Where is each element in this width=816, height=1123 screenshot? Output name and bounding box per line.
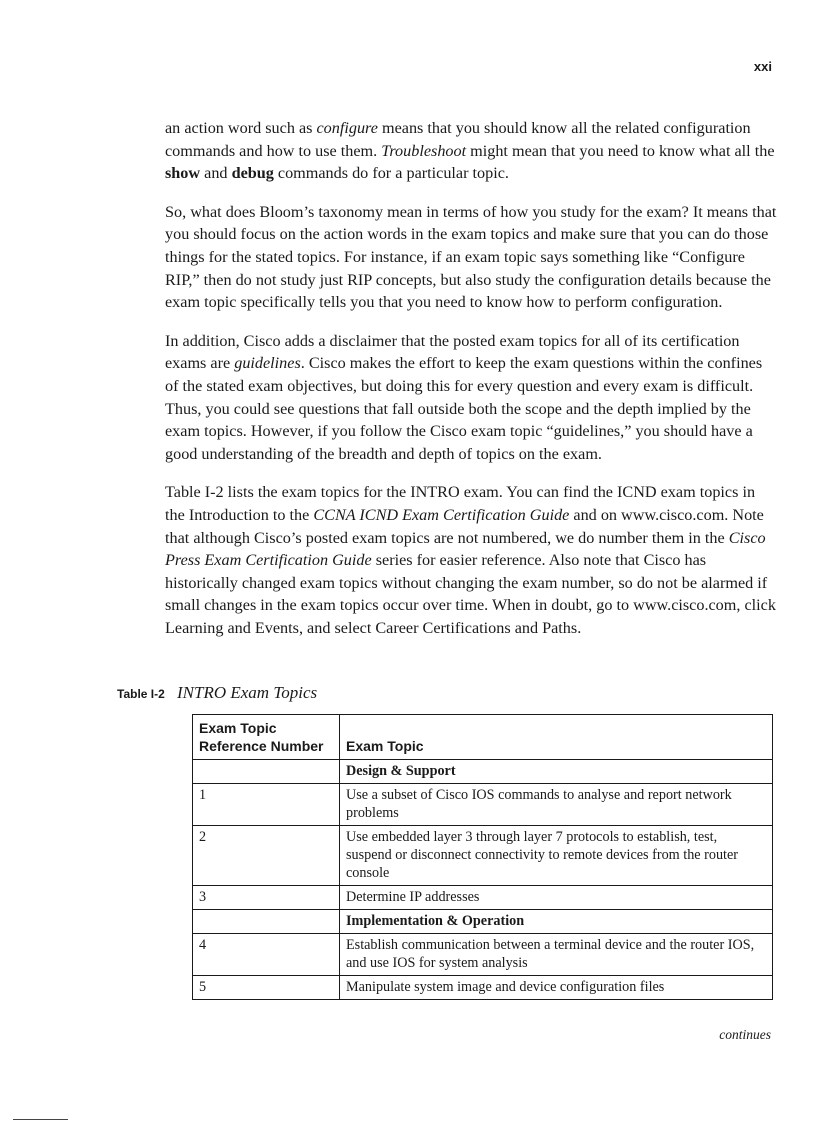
paragraph: [165, 201, 777, 314]
table-row: [193, 784, 773, 826]
italic-text: Cisco Press Exam Certification Guide: [165, 528, 766, 570]
reference-number-cell: [193, 760, 340, 784]
exam-topic-cell: Use embedded layer 3 through layer 7 protocols to establish, test, suspend or disconnect connectivity to remote devices from the router console: [340, 826, 773, 886]
exam-topic-cell: Establish communication between a terminal device and the router IOS, and use IOS for system analysis: [340, 934, 773, 976]
table-row: [193, 934, 773, 976]
page-number: xxi: [753, 59, 772, 74]
header-exam-topic: Exam Topic: [340, 715, 773, 760]
italic-text: Troubleshoot: [381, 141, 467, 160]
table-label: Table I-2: [117, 687, 165, 701]
text-run: In addition, Cisco adds a disclaimer that the posted exam topics for all of its certification exams are: [165, 331, 740, 373]
text-run: So, what does Bloom’s taxonomy mean in terms of how you study for the exam? It means that you should focus on the action words in the exam topics and make sure that you can do those things for the stated topics. For instance, if an exam topic says something like “Configure RIP,” then do not study just RIP concepts, but also study the configuration details because the exam topic specifically tells you that you need to know how to perform configuration.: [165, 202, 777, 312]
italic-text: CCNA ICND Exam Certification Guide: [313, 505, 570, 524]
bold-text: show: [165, 164, 201, 183]
paragraph: [165, 481, 777, 639]
header-reference-number: Exam Topic Reference Number: [193, 715, 340, 760]
body-text: [165, 117, 777, 639]
exam-topics-table: [192, 714, 773, 1000]
text-run: commands do for a particular topic.: [273, 164, 509, 183]
text-run: series for easier reference. Also note that Cisco has historically changed exam topics without changing the exam number, so do not be alarmed if small changes in the exam topics occur over time. When in doubt, go to www.cisco.com, click Learning and Events, and select Career Certifications and Paths.: [165, 551, 776, 637]
exam-topic-cell: Use a subset of Cisco IOS commands to analyse and report network problems: [340, 784, 773, 826]
section-heading-cell: Design & Support: [340, 760, 773, 784]
bold-text: debug: [231, 164, 274, 183]
table-row: [193, 976, 773, 1000]
reference-number-cell: [193, 910, 340, 934]
text-run: means that you should know all the related configuration commands and how to use them.: [165, 119, 751, 160]
text-run: an action word such as: [165, 119, 317, 137]
table-row: [193, 910, 773, 934]
table-row: [193, 826, 773, 886]
exam-topic-cell: Determine IP addresses: [340, 886, 773, 910]
table-header-row: [193, 715, 773, 760]
section-heading-cell: Implementation & Operation: [340, 910, 773, 934]
table-row: [193, 886, 773, 910]
paragraph: [165, 330, 777, 466]
paragraph: [165, 117, 777, 185]
text-run: . Cisco makes the effort to keep the exam questions within the confines of the stated exam objectives, but doing this for every question and every exam is difficult. Thus, you could see questions that fall outside both the scope and the depth implied by the exam topics. However, if you follow the Cisco exam topic “guidelines,” you should have a good understanding of the breadth and depth of topics on the exam.: [165, 354, 763, 463]
table-title: INTRO Exam Topics: [177, 683, 318, 702]
text-run: might mean that you need to know what all the: [466, 141, 775, 160]
continues-note: continues: [719, 1027, 771, 1042]
reference-number-cell: 2: [193, 826, 340, 886]
reference-number-cell: 5: [193, 976, 340, 1000]
table-row: [193, 760, 773, 784]
italic-text: guidelines: [234, 354, 301, 373]
reference-number-cell: 3: [193, 886, 340, 910]
text-run: Table I-2 lists the exam topics for the INTRO exam. You can find the ICND exam topics in the Introduction to the: [165, 483, 756, 524]
footer-rule: [13, 1119, 68, 1120]
exam-topic-cell: Manipulate system image and device configuration files: [340, 976, 773, 1000]
reference-number-cell: 1: [193, 784, 340, 826]
text-run: and: [200, 164, 232, 183]
reference-number-cell: 4: [193, 934, 340, 976]
text-run: and on www.cisco.com. Note that although Cisco’s posted exam topics are not numbered, we do number them in the: [165, 505, 764, 547]
italic-text: configure: [316, 119, 378, 137]
table-caption: [117, 683, 767, 703]
